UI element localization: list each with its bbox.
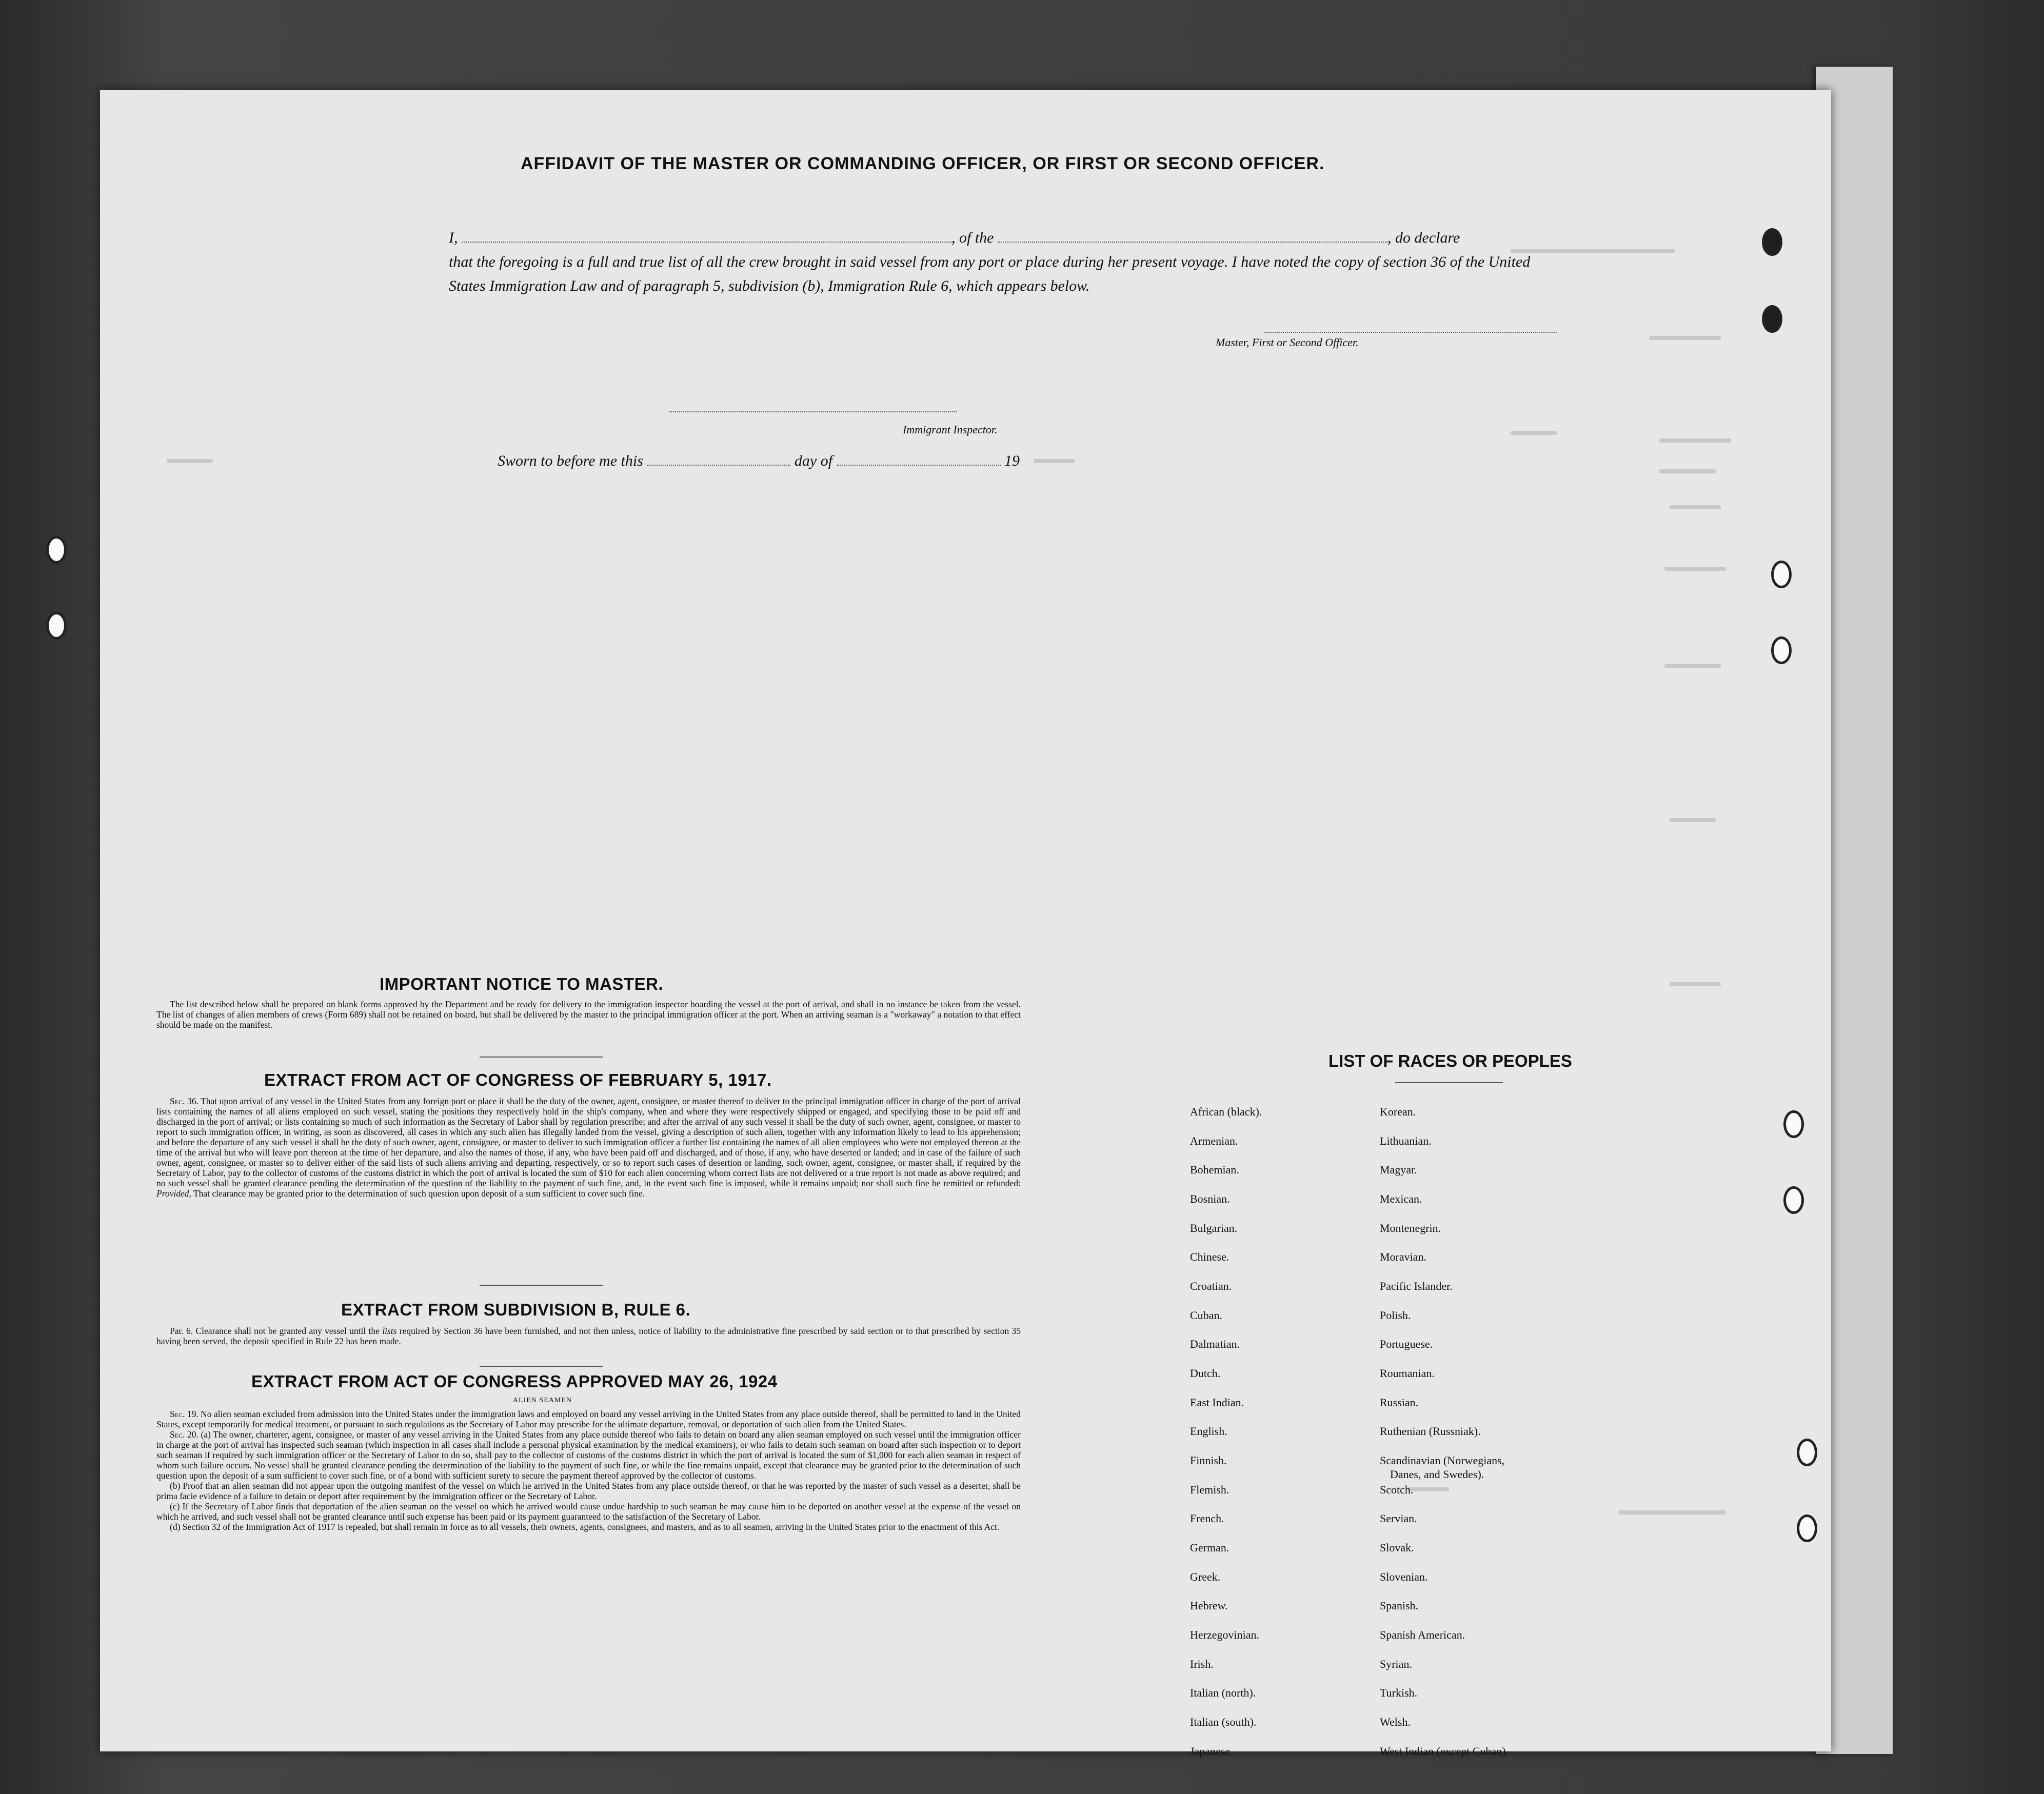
extract-1917-text [156, 1096, 1021, 1199]
race-item: Danes, and Swedes). [1390, 1468, 1484, 1481]
race-item: Turkish. [1380, 1686, 1418, 1699]
extract-rule6-text [156, 1326, 1021, 1346]
bleed-through-mark [1670, 982, 1721, 986]
race-item: Herzegovinian. [1190, 1628, 1259, 1641]
bleed-through-mark [1670, 505, 1721, 509]
race-item: Flemish. [1190, 1483, 1229, 1496]
bleed-through-mark [1034, 459, 1075, 463]
race-item: Scandinavian (Norwegians, [1380, 1454, 1505, 1467]
race-item: African (black). [1190, 1105, 1262, 1118]
race-item: Chinese. [1190, 1250, 1229, 1263]
race-item: Korean. [1380, 1105, 1416, 1118]
sworn-day-blank[interactable] [647, 451, 790, 466]
bleed-through-mark [1670, 818, 1716, 822]
races-title: LIST OF RACES OR PEOPLES [1328, 1051, 1572, 1070]
vessel-name-blank[interactable] [998, 228, 1387, 243]
affidavit-declaration: that the foregoing is a full and true list of all the crew brought in said vessel from any port or place during her present voyage. I have noted the copy of section 36 of the United States Immigration Law and of paragraph 5, subdivision (b), Immigration Rule 6, which appears below. [449, 253, 1531, 294]
binder-hole-icon [1783, 1186, 1804, 1214]
sworn-statement [498, 451, 1020, 470]
binder-hole-icon [1762, 305, 1782, 333]
sec-20d-text: (d) Section 32 of the Immigration Act of 1917 is repealed, but shall remain in force as to all vessels, their owners, agents, consignees, and masters, and as to all seamen, arriving in the United States prior to the enactment of this Act. [170, 1522, 1000, 1532]
binder-hole-icon [1771, 561, 1792, 588]
race-item: Japanese. [1190, 1745, 1233, 1758]
sec-20b-text: (b) Proof that an alien seaman did not appear upon the outgoing manifest of the vessel on which he arrived in the United States from any place outside thereof, or that he was reported by the master of such vessel as a deserter, shall be prima facie evidence of a failure to detain or deport after requirement by the immigration officer or the Secretary of Labor. [156, 1481, 1021, 1501]
extract-1924-title: EXTRACT FROM ACT OF CONGRESS APPROVED MAY 26, 1924 [251, 1372, 778, 1391]
manifest-page [100, 90, 1831, 1758]
race-item: Armenian. [1190, 1134, 1238, 1147]
extract-1924-text [156, 1409, 1021, 1532]
affidavit-i: I, [449, 229, 458, 246]
affidavit-of-the: , of the [951, 229, 994, 246]
race-item: Cuban. [1190, 1309, 1222, 1322]
binder-hole-icon [46, 536, 67, 564]
bleed-through-mark [1511, 431, 1557, 435]
inspector-signature-line[interactable] [669, 410, 957, 412]
sec-20-label: Sec. 20. [170, 1429, 199, 1440]
race-item: Russian. [1380, 1396, 1419, 1409]
sec-36-text-end: That clearance may be granted prior to the determination of such question upon deposit of a sum sufficient to cover such fine. [193, 1188, 645, 1199]
notice-text [156, 999, 1021, 1030]
race-item: Scotch. [1380, 1483, 1414, 1496]
race-item: West Indian (except Cuban). [1380, 1745, 1509, 1758]
race-item: Portuguese. [1380, 1338, 1433, 1350]
sworn-month-blank[interactable] [837, 451, 1001, 466]
race-item: German. [1190, 1541, 1229, 1554]
binder-hole-icon [1771, 636, 1792, 664]
sec-19-label: Sec. 19. [170, 1409, 199, 1419]
extract-1917-title: EXTRACT FROM ACT OF CONGRESS OF FEBRUARY 5, 1917. [264, 1070, 772, 1089]
sworn-year: 19 [1004, 452, 1020, 469]
divider [1395, 1082, 1503, 1083]
race-item: Italian (south). [1190, 1716, 1257, 1728]
bleed-through-mark [167, 459, 213, 463]
bleed-through-mark [1664, 567, 1726, 571]
race-item: Roumanian. [1380, 1367, 1435, 1380]
race-item: Slovak. [1380, 1541, 1414, 1554]
bleed-through-mark [1664, 664, 1721, 668]
race-item: Syrian. [1380, 1658, 1412, 1670]
race-item: Finnish. [1190, 1454, 1227, 1467]
divider [480, 1285, 603, 1286]
inspector-signature-label: Immigrant Inspector. [903, 423, 998, 436]
sec-36-label: Sec. 36. [170, 1096, 199, 1106]
master-name-blank[interactable] [462, 228, 951, 243]
sec-20c-text: (c) If the Secretary of Labor finds that deportation of the alien seaman on the vessel on which he arrived would cause undue hardship to such seaman he may cause him to be deported on another vessel at the expense of the vessel on which he arrived, and such vessel shall not be granted clearance until such expense has been paid or its payment guaranteed to the satisfaction of the Secretary of Labor. [156, 1501, 1021, 1522]
race-item: Servian. [1380, 1512, 1417, 1525]
sworn-day-of: day of [794, 452, 833, 469]
binder-hole-icon [1762, 228, 1782, 256]
race-item: Slovenian. [1380, 1570, 1428, 1583]
binder-hole-icon [1797, 1514, 1817, 1542]
sec-19-text: No alien seaman excluded from admission into the United States under the immigration laws and employed on board any vessel arriving in the United States from any place outside thereof, shall be permitted to land in the United States, except temporarily for medical treatment, or pursuant to such regulations as the Secretary of Labor may prescribe for the ultimate departure, removal, or deportation of such alien from the United States. [156, 1409, 1021, 1429]
race-item: Spanish. [1380, 1599, 1419, 1612]
master-signature-label: Master, First or Second Officer. [1216, 336, 1359, 349]
affidavit-do-declare: , do declare [1387, 229, 1460, 246]
race-item: Montenegrin. [1380, 1222, 1441, 1234]
race-item: Irish. [1190, 1658, 1214, 1670]
race-item: French. [1190, 1512, 1224, 1525]
race-item: Welsh. [1380, 1716, 1411, 1728]
provided-word: Provided, [156, 1188, 191, 1199]
race-item: Hebrew. [1190, 1599, 1228, 1612]
race-item: Lithuanian. [1380, 1134, 1432, 1147]
sec-36-text: That upon arrival of any vessel in the United States from any foreign port or place it shall be the duty of the owner, agent, consignee, or master thereof to deliver to the principal immigration officer in charge of the port of arrival lists containing the names of all aliens employed on such vessel, stating the positions they respectively hold in the ship's company, when and where they were respectively shipped or engaged, and specifying those to be paid off and discharged in the port of arrival; or lists containing so much of such information as the Secretary of Labor shall by regulation prescribe; and after the arrival of any such vessel it shall be the duty of such owner, agent, consignee, or master to report to such immigration officer, in writing, as soon as discovered, all cases in which any such alien has illegally landed from the vessel, giving a description of such alien, together with any information likely to lead to his apprehension; and before the departure of any such vessel it shall be the duty of such owner, agent, consignee, or master to deliver to such immigration officer a further list containing the names of all alien employees who were not employed thereon at the time of the arrival but who will leave port thereon at the time of her departure, and also the names of those, if any, who have been paid off and discharged, and of those, if any, who have deserted or landed; and in case of the failure of such owner, agent, consignee, or master so to deliver either of the said lists of such aliens arriving and departing, respectively, or so to report such cases of desertion or landing, such owner, agent, consignee, or master shall, if required by the Secretary of Labor, pay to the collector of customs of the customs district in which the port of arrival is located the sum of $10 for each alien concerning whom correct lists are not delivered or a true report is not made as above required; and no such vessel shall be granted clearance pending the determination of the question of the liability to the payment of such fine, and, in the event such fine is imposed, while it remains unpaid; nor shall such fine be remitted or refunded: [156, 1096, 1021, 1188]
race-item: Bulgarian. [1190, 1222, 1238, 1234]
race-item: Magyar. [1380, 1163, 1417, 1176]
sec-20a-text: (a) The owner, charterer, agent, consignee, or master of any vessel arriving in the United States from any place outside thereof who fails to detain on board any alien seaman employed on such vessel until the immigration officer in charge at the port of arrival has inspected such seaman (which inspection in all cases shall include a personal physical examination by the medical examiners), or who fails to detain such seaman on board after such inspection or to deport such seaman if required by such immigration officer or the Secretary of Labor to do so, shall pay to the collector of customs of the customs district in which the port of arrival is located the sum of $1,000 for each alien seaman in respect of whom such failure occurs. No vessel shall be granted clearance pending the determination of the liability to the payment of such fine, or while the fine remains unpaid, except that clearance may be granted prior to the determination of such question upon the deposit of a sum sufficient to cover such fine, or of a bond with sufficient surety to secure the payment thereof approved by the collector of customs. [156, 1429, 1021, 1481]
divider [480, 1366, 603, 1367]
bleed-through-mark [1408, 1487, 1449, 1491]
binder-hole-icon [1783, 1110, 1804, 1138]
rule6-text-b: required by Section 36 have been furnished, and not then unless, notice of liability to the administrative fine prescribed by said section or to that prescribed by section 35 having been served, the deposit specified in Rule 22 has been made. [156, 1326, 1021, 1346]
binder-hole-icon [1797, 1439, 1817, 1466]
binder-hole-icon [46, 612, 67, 640]
master-signature-line[interactable] [1264, 331, 1557, 333]
race-item: Croatian. [1190, 1280, 1232, 1292]
race-item: East Indian. [1190, 1396, 1244, 1409]
lists-word: lists [382, 1326, 397, 1336]
notice-paragraph: The list described below shall be prepared on blank forms approved by the Department and be ready for delivery to the immigration inspector boarding the vessel at the port of arrival, and shall in no instance be taken from the vessel. The list of changes of alien members of crews (Form 689) shall not be retained on board, but shall be delivered by the master to the principal immigration officer at the port. When an arriving seaman is a "workaway" a notation to that effect should be made on the manifest. [156, 999, 1021, 1030]
race-item: Bohemian. [1190, 1163, 1239, 1176]
alien-seamen-subtitle: ALIEN SEAMEN [513, 1397, 572, 1404]
race-item: Dutch. [1190, 1367, 1221, 1380]
race-item: Ruthenian (Russniak). [1380, 1425, 1481, 1438]
bleed-through-mark [1659, 438, 1731, 443]
race-item: English. [1190, 1425, 1227, 1438]
bleed-through-mark [1649, 336, 1721, 340]
race-item: Dalmatian. [1190, 1338, 1240, 1350]
affidavit-title: AFFIDAVIT OF THE MASTER OR COMMANDING OFFICER, OR FIRST OR SECOND OFFICER. [521, 154, 1325, 173]
affidavit-body [449, 226, 1546, 298]
race-item: Polish. [1380, 1309, 1411, 1322]
race-item: Italian (north). [1190, 1686, 1256, 1699]
sworn-label: Sworn to before me this [498, 452, 643, 469]
race-item: Moravian. [1380, 1250, 1427, 1263]
bleed-through-mark [1618, 1510, 1726, 1514]
bleed-through-mark [1659, 469, 1716, 473]
divider [480, 1057, 603, 1058]
race-item: Mexican. [1380, 1192, 1422, 1205]
extract-rule6-title: EXTRACT FROM SUBDIVISION B, RULE 6. [341, 1300, 691, 1319]
rule6-text-a: Par. 6. Clearance shall not be granted any vessel until the [170, 1326, 380, 1336]
race-item: Pacific Islander. [1380, 1280, 1453, 1292]
notice-title: IMPORTANT NOTICE TO MASTER. [380, 974, 664, 993]
race-item: Bosnian. [1190, 1192, 1230, 1205]
race-item: Greek. [1190, 1570, 1221, 1583]
race-item: Spanish American. [1380, 1628, 1465, 1641]
